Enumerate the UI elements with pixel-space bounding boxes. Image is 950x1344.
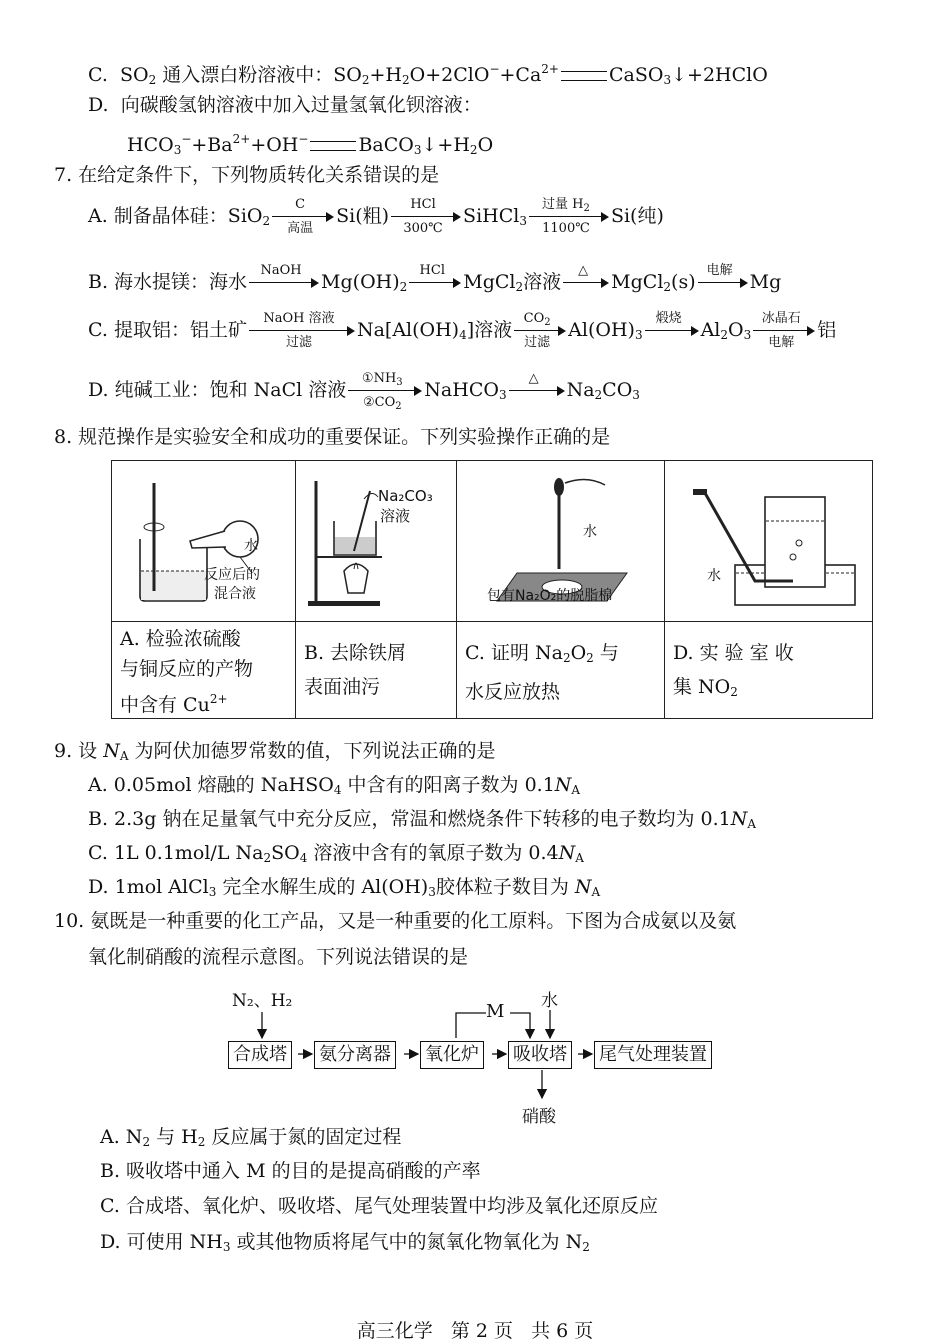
q9-option-c: C. 1L 0.1mol/L $Na_2SO_4$ 溶液中含有的氧原子数为 $0.4N_A$ — [88, 842, 584, 865]
flow-box-ammonia-separator: 氨分离器 — [314, 1041, 396, 1069]
gas-collection-icon — [665, 461, 872, 621]
q7-stem: 7. 在给定条件下，下列物质转化关系错误的是 — [54, 164, 440, 186]
flow-box-synthesis-tower: 合成塔 — [228, 1041, 292, 1069]
equal-sign — [561, 71, 607, 81]
label-solution: 溶液 — [380, 507, 411, 525]
q6-option-d: D. 向碳酸氢钠溶液中加入过量氢氧化钡溶液： — [88, 94, 482, 116]
label-water: 水 — [583, 524, 597, 540]
burner-beaker-icon — [296, 461, 456, 621]
beaker-flask-icon — [112, 461, 295, 621]
flow-box-absorption-tower: 吸收塔 — [508, 1041, 572, 1069]
q8-experiment-table — [111, 460, 873, 719]
q7-option-d: D. 纯碱工业：饱和 NaCl 溶液 $\frac{①NH_3}{②CO_2}$ NaHCO$_3$ △ $Na_2CO_3$ — [88, 371, 640, 412]
q10-option-d: D. 可使用 $NH_3$ 或其他物质将尾气中的氮氧化物氧化为 $N_2$ — [100, 1231, 590, 1254]
q10-option-b: B. 吸收塔中通入 M 的目的是提高硝酸的产率 — [100, 1160, 481, 1182]
q7-option-a: A. 制备晶体硅：SiO$_2$ C 高温 Si(粗) HCl 300℃ SiHCl$_3$ 过量 $H_2$ 1100℃ Si(纯) — [88, 197, 664, 236]
q10-stem-line2: 氧化制硝酸的流程示意图。下列说法错误的是 — [88, 946, 469, 968]
q9-option-d: D. 1mol AlCl$_3$ 完全水解生成的 $Al(OH)_3$胶体粒子数目为 $N_A$ — [88, 876, 601, 899]
page-footer: 高三化学 第 2 页 共 6 页 — [356, 1320, 594, 1342]
q6-option-d-equation: $HCO_3^-+Ba^{2+}+OH^-$ $BaCO_3↓+H_2O$ — [127, 132, 494, 157]
q8-stem: 8. 规范操作是实验安全和成功的重要保证。下列实验操作正确的是 — [54, 426, 611, 448]
q9-option-a: A. 0.05mol 熔融的 NaHSO$_4$ 中含有的阳离子数为 $0.1N_A$ — [88, 774, 581, 797]
label-na2co3: Na₂CO₃ — [378, 487, 433, 505]
q8-figure-d — [665, 461, 873, 622]
q8-caption-a: A. 检验浓硫酸 与铜反应的产物 中含有 $Cu^{2+}$ — [112, 622, 296, 719]
q8-caption-d: D. 实 验 室 收 集 $NO_2$ — [665, 622, 873, 719]
q10-option-c: C. 合成塔、氧化炉、吸收塔、尾气处理装置中均涉及氧化还原反应 — [100, 1195, 658, 1217]
q10-stem-line1: 10. 氨既是一种重要的化工产品，又是一种重要的化工原料。下图为合成氨以及氨 — [54, 910, 737, 932]
equal-sign — [310, 141, 356, 151]
flow-label-water: 水 — [541, 991, 558, 1011]
label-water: 水 — [244, 538, 258, 554]
label-water: 水 — [707, 568, 721, 584]
q8-caption-c: C. 证明 $Na_2O_2$ 与 水反应放热 — [457, 622, 665, 719]
label-cotton: 包有Na₂O₂的脱脂棉 — [487, 588, 613, 604]
flow-box-tail-gas-treatment: 尾气处理装置 — [594, 1041, 712, 1069]
flow-box-oxidation-furnace: 氧化炉 — [420, 1041, 484, 1069]
q8-figure-b — [296, 461, 457, 622]
q7-option-c: C. 提取铝：铝土矿 NaOH 溶液 过滤 $Na[Al(OH)_4]$溶液 $CO_2$ 过滤 $Al(OH)_3$ 煅烧 $Al_2O_3$ 冰晶石 电解 铝 — [88, 311, 837, 350]
q8-caption-b: B. 去除铁屑 表面油污 — [296, 622, 457, 719]
q9-option-b: B. 2.3g 钠在足量氧气中充分反应，常温和燃烧条件下转移的电子数均为 $0.1N_A$ — [88, 808, 757, 831]
label-mixture: 混合液 — [214, 586, 256, 602]
flow-input-n2-h2: N₂、H₂ — [232, 991, 293, 1011]
q7-option-b: B. 海水提镁：海水 NaOH $Mg(OH)_2$ HCl MgCl$_2$溶液 △ MgCl$_2$(s) 电解 Mg — [88, 263, 782, 294]
q9-stem: 9. 设 $N_A$ 为阿伏加德罗常数的值，下列说法正确的是 — [54, 740, 496, 763]
flow-label-m: M — [486, 1001, 505, 1022]
flow-output-nitric-acid: 硝酸 — [522, 1107, 556, 1127]
q8-figure-c — [457, 461, 665, 622]
label-reaction-mixture: 反应后的 — [204, 567, 260, 583]
q6-option-c: C. $SO_2$ 通入漂白粉溶液中：$SO_2+H_2O+2ClO^-+Ca^{2+}$ CaSO$_3$↓+2HClO — [88, 62, 768, 87]
q10-option-a: A. $N_2$ 与 $H_2$ 反应属于氮的固定过程 — [100, 1126, 402, 1149]
q8-figure-a — [112, 461, 296, 622]
